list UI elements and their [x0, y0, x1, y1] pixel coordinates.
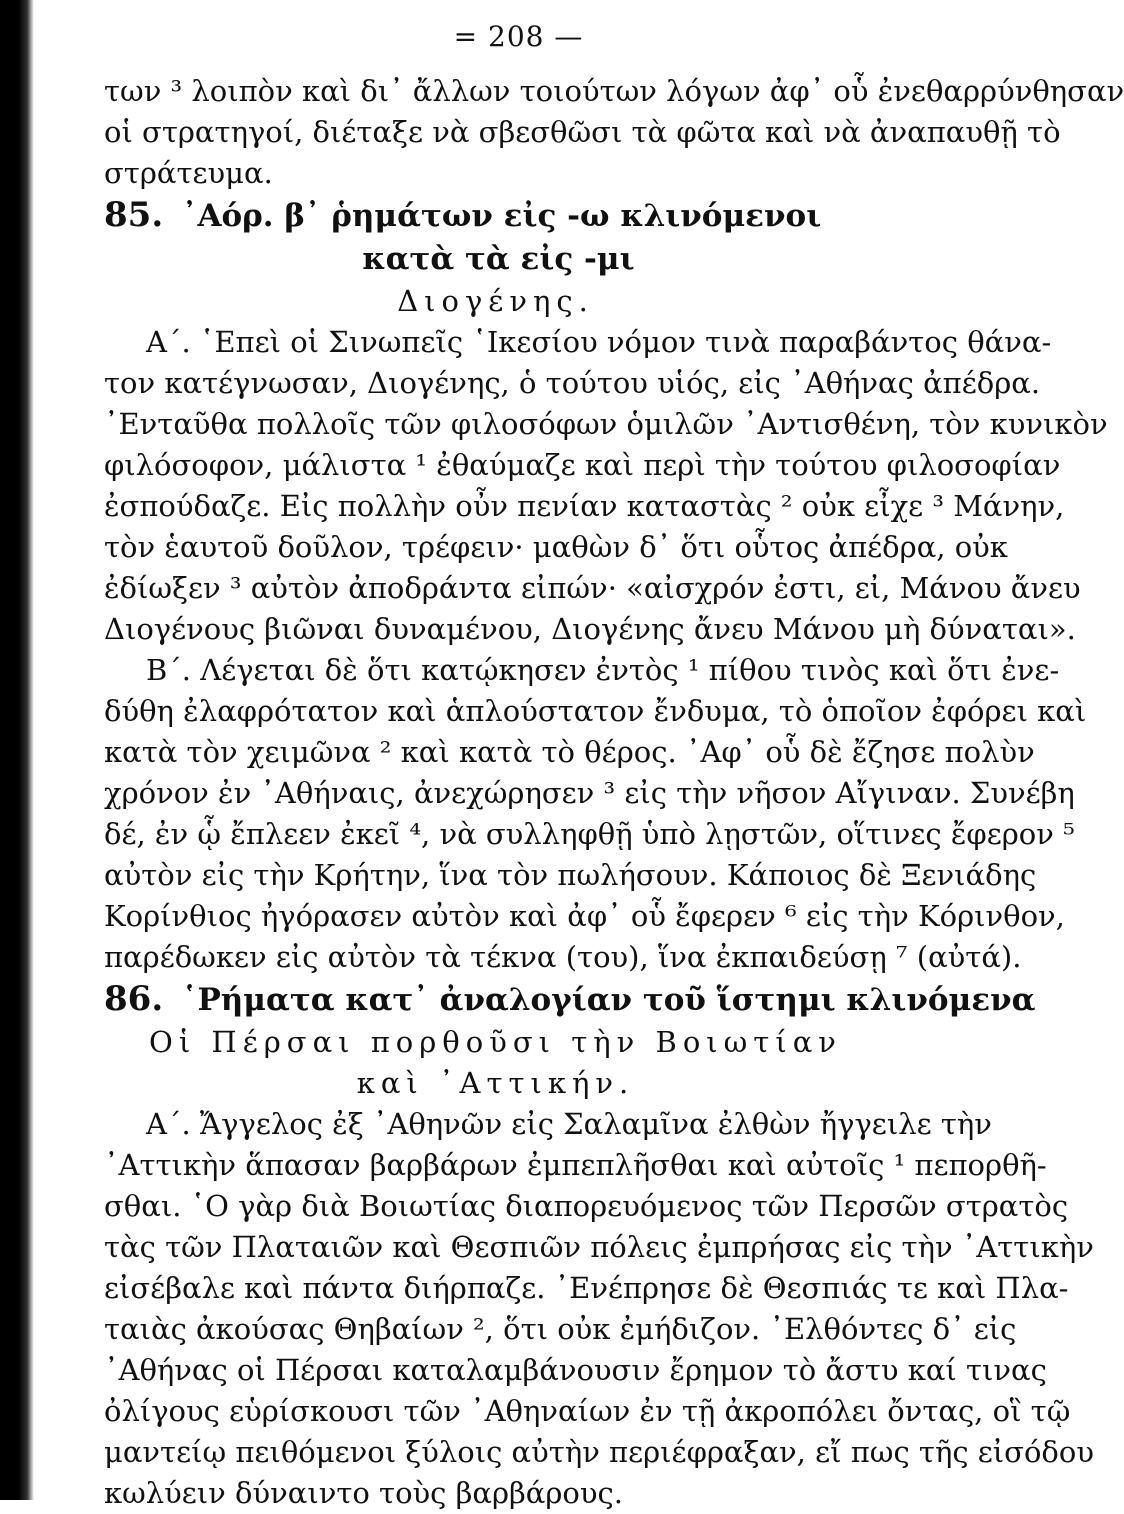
text-line: κωλύειν δύναιντο τοὺς βαρβάρους.: [104, 1476, 623, 1510]
text-line: ᾿Ενταῦθα πολλοῖς τῶν φιλοσόφων ὁμιλῶν ᾿Αντισθένη, τὸν κυνικὸν: [104, 407, 1108, 441]
section-number: 85.: [104, 195, 164, 235]
section-heading-continued: κατὰ τὰ εἰς -μι: [362, 241, 635, 277]
section-heading-text: ᾿Αόρ. β᾿ ῥημάτων εἰς -ω κλινόμενοι: [181, 198, 822, 234]
text-line: αὐτὸν εἰς τὴν Κρήτην, ἵνα τὸν πωλήσουν. Κάποιος δὲ Ξενιάδης: [104, 858, 1037, 892]
text-line: εἰσέβαλε καὶ πάντα διήρπαζε. ᾿Ενέπρησε δὲ Θεσπιάς τε καὶ Πλα-: [104, 1271, 1069, 1305]
text-line: ἐσπούδαζε. Εἰς πολλὴν οὖν πενίαν καταστὰς ² οὐκ εἶχε ³ Μάνην,: [104, 489, 1065, 523]
text-line: ᾿Αθήνας οἱ Πέρσαι καταλαμβάνουσιν ἔρημον τὸ ἄστυ καί τινας: [104, 1353, 1047, 1387]
text-line: Α΄. ῾Επεὶ οἱ Σινωπεῖς ῾Ικεσίου νόμον τινὰ παραβάντος θάνα-: [146, 325, 1052, 359]
section-85: [104, 194, 1108, 978]
text-line: Β΄. Λέγεται δὲ ὅτι κατῴκησεν ἐντὸς ¹ πίθου τινὸς καὶ ὅτι ἐνε-: [146, 653, 1060, 687]
section-heading: [104, 194, 893, 238]
text-line: τὸν ἑαυτοῦ δοῦλον, τρέφειν· μαθὼν δ᾿ ὅτι οὗτος ἀπέδρα, οὐκ: [104, 530, 1008, 564]
section-85-body: [104, 322, 1108, 978]
text-line: σθαι. ῾Ο γὰρ διὰ Βοιωτίας διαπορευόμενος τῶν Περσῶν στρατὸς: [104, 1189, 1069, 1223]
text-line: τὰς τῶν Πλαταιῶν καὶ Θεσπιῶν πόλεις ἐμπρήσας εἰς τὴν ᾿Αττικὴν: [104, 1230, 1094, 1264]
text-line: στράτευμα.: [104, 156, 273, 190]
text-line: Διογένους βιῶναι δυναμένου, Διογένης ἄνευ Μάνου μὴ δύναται».: [104, 612, 1076, 646]
section-86: [104, 978, 1094, 1514]
text-line: ᾿Αττικὴν ἅπασαν βαρβάρων ἐμπεπλῆσθαι καὶ αὐτοῖς ¹ πεπορθῆ-: [104, 1148, 1047, 1182]
text-line: ταιὰς ἀκούσας Θηβαίων ², ὅτι οὐκ ἐμήδιζον. ᾿Ελθόντες δ᾿ εἰς: [104, 1312, 1017, 1346]
text-line: των ³ λοιπὸν καὶ δι᾿ ἄλλων τοιούτων λόγων ἀφ᾿ οὗ ἐνεθαρρύνθησαν: [104, 74, 1124, 108]
text-line: δύθη ἐλαφρότατον καὶ ἁπλούστατον ἔνδυμα, τὸ ὁποῖον ἐφόρει καὶ: [104, 694, 1087, 728]
text-line: τον κατέγνωσαν, Διογένης, ὁ τούτου υἱός, εἰς ᾿Αθήνας ἀπέδρα.: [104, 366, 1041, 400]
section-heading-text: ῾Ρήματα κατ᾿ ἀναλογίαν τοῦ ἵστημι κλινόμενα: [181, 982, 1036, 1018]
text-line: χρόνον ἐν ᾿Αθήναις, ἀνεχώρησεν ³ εἰς τὴν νῆσον Αἴγιναν. Συνέβη: [104, 776, 1075, 810]
text-line: οἱ στρατηγοί, διέταξε νὰ σβεσθῶσι τὰ φῶτα καὶ νὰ ἀναπαυθῇ τὸ: [104, 115, 1061, 149]
text-line: ἐδίωξεν ³ αὐτὸν ἀποδράντα εἰπών· «αἰσχρόν ἐστι, εἰ, Μάνου ἄνευ: [104, 571, 1081, 605]
text-line: κατὰ τὸν χειμῶνα ² καὶ κατὰ τὸ θέρος. ᾿Αφ᾿ οὗ δὲ ἔζησε πολὺν: [104, 735, 1035, 769]
section-86-body: [104, 1104, 1094, 1514]
text-line: μαντείῳ πειθόμενοι ξύλοις αὐτὴν περιέφραξαν, εἴ πως τῆς εἰσόδου: [104, 1435, 1094, 1469]
section-number: 86.: [104, 979, 164, 1019]
text-line: δέ, ἐν ᾧ ἔπλεεν ἐκεῖ ⁴, νὰ συλληφθῇ ὑπὸ λῃστῶν, οἵτινες ἔφερον ⁵: [104, 817, 1075, 851]
book-spine-shadow: [0, 0, 34, 1500]
section-title: Οἱ Πέρσαι πορθοῦσι τὴν Βοιωτίαν: [149, 1025, 842, 1059]
text-line: φιλόσοφον, μάλιστα ¹ ἐθαύμαζε καὶ περὶ τὴν τούτου φιλοσοφίαν: [104, 448, 1061, 482]
text-line: Α΄. Ἄγγελος ἐξ ᾿Αθηνῶν εἰς Σαλαμῖνα ἐλθὼν ἤγγειλε τὴν: [146, 1107, 992, 1141]
text-line: ὀλίγους εὑρίσκουσι τῶν ᾿Αθηναίων ἐν τῇ ἀκροπόλει ὄντας, οἳ τῷ: [104, 1394, 1071, 1428]
section-title: Διογένης.: [397, 284, 594, 318]
section-heading: [104, 978, 1036, 1022]
intro-paragraph: [104, 71, 1124, 194]
text-line: Κορίνθιος ἠγόρασεν αὐτὸν καὶ ἀφ᾿ οὗ ἔφερεν ⁶ εἰς τὴν Κόρινθον,: [104, 899, 1065, 933]
page-number: = 208 —: [453, 20, 584, 53]
text-line: παρέδωκεν εἰς αὐτὸν τὰ τέκνα (του), ἵνα ἐκπαιδεύσῃ ⁷ (αὐτά).: [104, 940, 1022, 974]
section-title-continued: καὶ ᾿Αττικήν.: [356, 1066, 635, 1100]
